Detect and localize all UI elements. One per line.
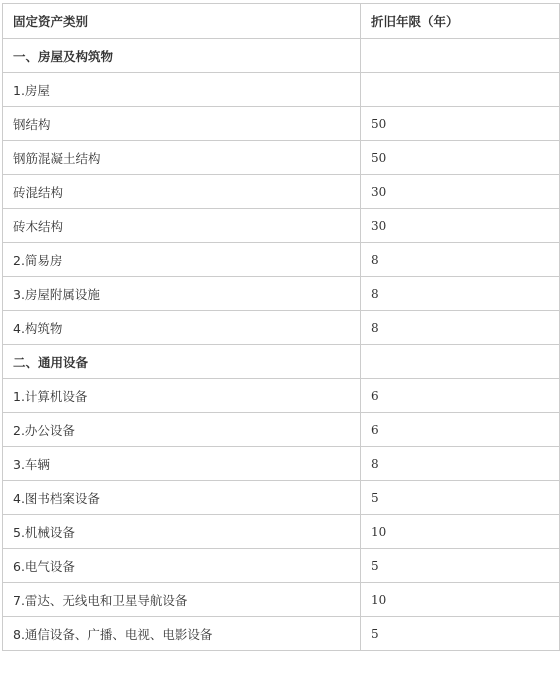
years-cell: 5 bbox=[361, 481, 560, 515]
category-cell: 钢筋混凝土结构 bbox=[3, 141, 361, 175]
years-cell: 30 bbox=[361, 209, 560, 243]
category-cell: 二、通用设备 bbox=[3, 345, 361, 379]
years-cell: 8 bbox=[361, 311, 560, 345]
years-cell: 10 bbox=[361, 583, 560, 617]
category-cell: 砖混结构 bbox=[3, 175, 361, 209]
table-row bbox=[3, 345, 560, 379]
years-cell bbox=[361, 73, 560, 107]
years-cell bbox=[361, 345, 560, 379]
category-cell: 2.简易房 bbox=[3, 243, 361, 277]
years-cell: 8 bbox=[361, 447, 560, 481]
table-row bbox=[3, 311, 560, 345]
table-row bbox=[3, 73, 560, 107]
years-cell bbox=[361, 39, 560, 73]
table-row bbox=[3, 243, 560, 277]
category-cell: 5.机械设备 bbox=[3, 515, 361, 549]
years-cell: 8 bbox=[361, 243, 560, 277]
header-years: 折旧年限（年） bbox=[361, 4, 560, 39]
years-cell: 10 bbox=[361, 515, 560, 549]
years-cell: 5 bbox=[361, 549, 560, 583]
category-cell: 4.构筑物 bbox=[3, 311, 361, 345]
years-cell: 50 bbox=[361, 141, 560, 175]
years-cell: 5 bbox=[361, 617, 560, 651]
category-cell: 6.电气设备 bbox=[3, 549, 361, 583]
category-cell: 3.房屋附属设施 bbox=[3, 277, 361, 311]
category-cell: 一、房屋及构筑物 bbox=[3, 39, 361, 73]
table-row bbox=[3, 481, 560, 515]
table-row bbox=[3, 175, 560, 209]
table-row bbox=[3, 379, 560, 413]
category-cell: 7.雷达、无线电和卫星导航设备 bbox=[3, 583, 361, 617]
category-cell: 8.通信设备、广播、电视、电影设备 bbox=[3, 617, 361, 651]
table-row bbox=[3, 141, 560, 175]
category-cell: 3.车辆 bbox=[3, 447, 361, 481]
table-row bbox=[3, 515, 560, 549]
years-cell: 50 bbox=[361, 107, 560, 141]
category-cell: 4.图书档案设备 bbox=[3, 481, 361, 515]
table-row bbox=[3, 413, 560, 447]
table-row bbox=[3, 617, 560, 651]
table-row bbox=[3, 583, 560, 617]
table-header-row bbox=[3, 4, 560, 39]
depreciation-table bbox=[2, 3, 560, 651]
years-cell: 6 bbox=[361, 413, 560, 447]
category-cell: 2.办公设备 bbox=[3, 413, 361, 447]
table-row bbox=[3, 549, 560, 583]
table-row bbox=[3, 209, 560, 243]
header-category: 固定资产类别 bbox=[3, 4, 361, 39]
table-row bbox=[3, 107, 560, 141]
category-cell: 砖木结构 bbox=[3, 209, 361, 243]
table-row bbox=[3, 39, 560, 73]
years-cell: 30 bbox=[361, 175, 560, 209]
category-cell: 钢结构 bbox=[3, 107, 361, 141]
table-row bbox=[3, 447, 560, 481]
category-cell: 1.计算机设备 bbox=[3, 379, 361, 413]
category-cell: 1.房屋 bbox=[3, 73, 361, 107]
table-row bbox=[3, 277, 560, 311]
years-cell: 8 bbox=[361, 277, 560, 311]
years-cell: 6 bbox=[361, 379, 560, 413]
